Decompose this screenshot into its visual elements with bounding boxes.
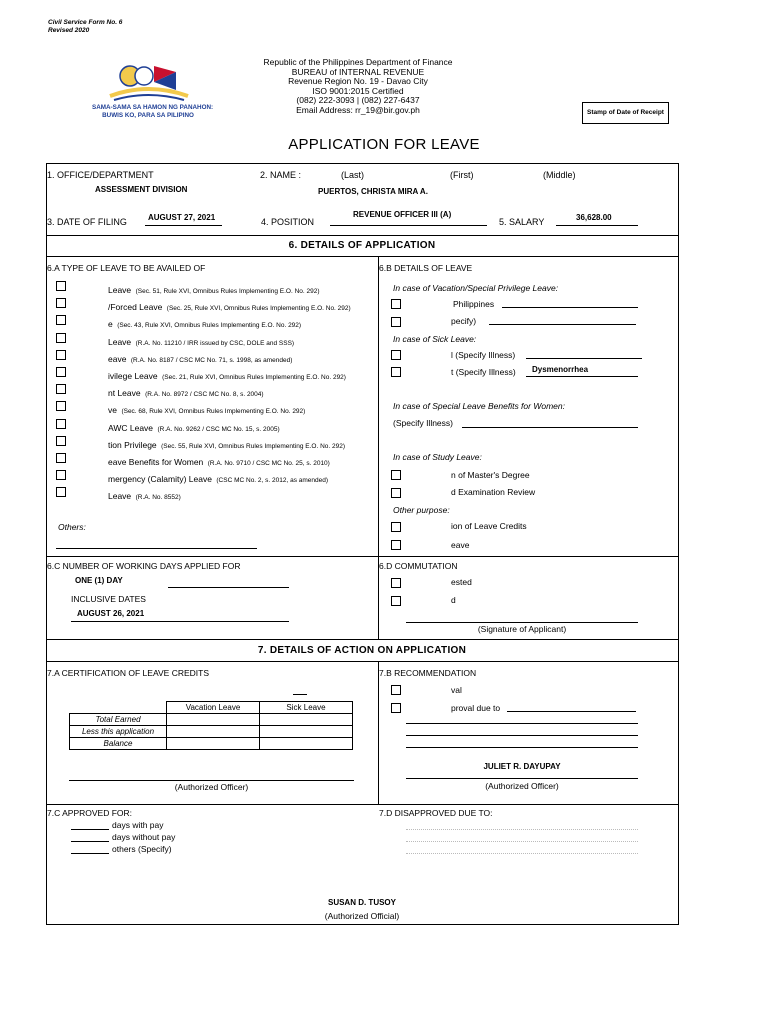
sick-leave-header: Sick Leave: [260, 702, 353, 714]
stamp-box: [582, 102, 669, 124]
within-philippines-label: Philippines: [453, 299, 495, 309]
leave-type-checkbox[interactable]: [56, 487, 66, 497]
others-label: Others:: [58, 522, 86, 532]
leave-type-reference: (CSC MC No. 2, s. 2012, as amended): [216, 477, 329, 484]
leave-type-name: eave Benefits for Women: [108, 457, 204, 467]
section6d-label: 6.D COMMUTATION: [379, 561, 458, 571]
leave-type-name: Leave: [108, 285, 132, 295]
section7a-label: 7.A CERTIFICATION OF LEAVE CREDITS: [47, 668, 210, 678]
leave-type-reference: (Sec. 51, Rule XVI, Omnibus Rules Implementing E.O. No. 292): [135, 288, 320, 295]
leave-type-name: nt Leave: [108, 388, 141, 398]
table-row: [70, 726, 353, 738]
abroad-label: pecify): [451, 316, 477, 326]
agency-line-6: Email Address: rr_19@bir.gov.ph: [296, 104, 420, 115]
table-row: [70, 714, 353, 726]
in-hospital-label: l (Specify Illness): [451, 350, 516, 360]
less-application-vacation[interactable]: [167, 726, 260, 738]
leave-type-reference: (Sec. 68, Rule XVI, Omnibus Rules Implementing E.O. No. 292): [121, 408, 306, 415]
agency-line-2: BUREAU of INTERNAL REVENUE: [291, 66, 425, 77]
bar-review-checkbox[interactable]: [391, 488, 401, 498]
leave-type-item: [108, 469, 328, 487]
leave-type-reference: (R.A. No. 11210 / IRR issued by CSC, DOLE and SSS): [135, 340, 295, 347]
agency-header: [250, 58, 466, 115]
section7b-label: 7.B RECOMMENDATION: [379, 668, 477, 678]
balance-vacation[interactable]: [167, 738, 260, 750]
name-last-caption: (Last): [341, 170, 365, 180]
certifying-officer-caption: (Authorized Officer): [174, 782, 249, 792]
days-with-pay-label: days with pay: [112, 820, 164, 830]
stamp-label: Stamp of Date of Receipt: [587, 109, 664, 116]
other-purpose-header: Other purpose:: [393, 505, 450, 515]
leave-type-checkbox[interactable]: [56, 281, 66, 291]
approver-name: SUSAN D. TUSOY: [327, 898, 396, 907]
within-philippines-checkbox[interactable]: [391, 299, 401, 309]
agency-line-3: Revenue Region No. 19 - Davao City: [288, 76, 428, 86]
leave-type-item: [108, 297, 351, 315]
leave-type-name: mergency (Calamity) Leave: [108, 474, 212, 484]
leave-type-checkbox[interactable]: [56, 298, 66, 308]
leave-type-checkbox[interactable]: [56, 384, 66, 394]
leave-type-reference: (R.A. No. 9262 / CSC MC No. 15, s. 2005): [157, 426, 280, 433]
bir-logo: [92, 60, 214, 122]
bar-review-label: d Examination Review: [451, 487, 536, 497]
balance-sick[interactable]: [260, 738, 353, 750]
name-value[interactable]: PUERTOS, CHRISTA MIRA A.: [318, 187, 428, 196]
requested-checkbox[interactable]: [391, 596, 401, 606]
for-disapproval-label: proval due to: [451, 703, 501, 713]
for-disapproval-checkbox[interactable]: [391, 703, 401, 713]
leave-type-item: [108, 349, 292, 367]
not-requested-label: ested: [451, 577, 472, 587]
masters-degree-checkbox[interactable]: [391, 470, 401, 480]
logo-slogan-1: SAMA-SAMA SA HAMON NG PANAHON:: [92, 104, 214, 111]
office-label: 1. OFFICE/DEPARTMENT: [47, 170, 154, 180]
out-patient-checkbox[interactable]: [391, 367, 401, 377]
requested-label: d: [451, 595, 456, 605]
leave-type-checkbox[interactable]: [56, 436, 66, 446]
balance-label: Balance: [70, 738, 167, 750]
leave-type-item: [108, 366, 346, 384]
filing-label: 3. DATE OF FILING: [47, 217, 127, 227]
days-without-pay-label: days without pay: [112, 832, 176, 842]
monetization-checkbox[interactable]: [391, 522, 401, 532]
terminal-leave-checkbox[interactable]: [391, 540, 401, 550]
table-row: [70, 702, 353, 714]
out-patient-label: t (Specify Illness): [451, 367, 516, 377]
others-specify-label: others (Specify): [112, 844, 172, 854]
women-header: In case of Special Leave Benefits for Women:: [393, 401, 565, 411]
leave-type-reference: (Sec. 55, Rule XVI, Omnibus Rules Implementing E.O. No. 292): [161, 443, 346, 450]
approving-official-caption: (Authorized Official): [324, 911, 400, 921]
leave-type-item: [108, 332, 294, 350]
leave-credits-table: [69, 701, 353, 750]
office-value[interactable]: ASSESSMENT DIVISION: [95, 185, 188, 194]
leave-type-reference: (R.A. No. 8187 / CSC MC No. 71, s. 1998, as amended): [130, 357, 293, 364]
name-middle-caption: (Middle): [543, 170, 576, 180]
leave-type-checkbox[interactable]: [56, 470, 66, 480]
agency-line-5: (082) 222-3093 | (082) 227-6437: [296, 95, 420, 105]
name-label: 2. NAME :: [260, 170, 302, 180]
applicant-signature-caption: (Signature of Applicant): [477, 624, 567, 634]
section6c-label: 6.C NUMBER OF WORKING DAYS APPLIED FOR: [47, 561, 241, 571]
section7c-label: 7.C APPROVED FOR:: [47, 808, 133, 818]
vacation-leave-header: Vacation Leave: [167, 702, 260, 714]
leave-type-name: AWC Leave: [108, 423, 154, 433]
leave-type-reference: (Sec. 25, Rule XVI, Omnibus Rules Implementing E.O. No. 292): [166, 305, 351, 312]
monetization-label: ion of Leave Credits: [451, 521, 527, 531]
form-number: Civil Service Form No. 6: [48, 19, 123, 26]
position-value[interactable]: REVENUE OFFICER III (A): [353, 210, 452, 219]
leave-type-item: [108, 435, 345, 453]
section6a-label: 6.A TYPE OF LEAVE TO BE AVAILED OF: [47, 263, 206, 273]
in-hospital-checkbox[interactable]: [391, 350, 401, 360]
name-first-caption: (First): [450, 170, 474, 180]
leave-type-checkbox[interactable]: [56, 333, 66, 343]
form-revision: Revised 2020: [48, 27, 90, 34]
vacation-header: In case of Vacation/Special Privilege Leave:: [393, 283, 559, 293]
leave-type-name: ve: [108, 405, 117, 415]
sick-header: In case of Sick Leave:: [393, 334, 477, 344]
sick-illness-value[interactable]: Dysmenorrhea: [532, 365, 589, 374]
leave-type-name: /Forced Leave: [108, 302, 163, 312]
leave-type-name: e: [108, 319, 113, 329]
working-days-value[interactable]: ONE (1) DAY: [75, 576, 123, 585]
agency-line-1: Republic of the Philippines Department of Finance: [263, 57, 453, 67]
leave-type-item: [108, 314, 301, 332]
abroad-checkbox[interactable]: [391, 317, 401, 327]
not-requested-checkbox[interactable]: [391, 578, 401, 588]
leave-type-reference: (Sec. 43, Rule XVI, Omnibus Rules Implementing E.O. No. 292): [117, 322, 302, 329]
leave-type-name: Leave: [108, 491, 132, 501]
total-earned-label: Total Earned: [70, 714, 167, 726]
section6b-label: 6.B DETAILS OF LEAVE: [379, 263, 473, 273]
leave-type-name: tion Privilege: [108, 440, 157, 450]
leave-type-name: Leave: [108, 337, 132, 347]
masters-degree-label: n of Master's Degree: [451, 470, 530, 480]
study-header: In case of Study Leave:: [393, 452, 482, 462]
leave-type-checkbox[interactable]: [56, 315, 66, 325]
inclusive-dates-value[interactable]: AUGUST 26, 2021: [77, 609, 145, 618]
recommending-officer-caption: (Authorized Officer): [485, 781, 559, 791]
leave-type-checkbox[interactable]: [56, 367, 66, 377]
total-earned-vacation[interactable]: [167, 714, 260, 726]
total-earned-sick[interactable]: [260, 714, 353, 726]
section7d-label: 7.D DISAPPROVED DUE TO:: [379, 808, 493, 818]
leave-type-reference: (R.A. No. 8552): [135, 494, 181, 501]
leave-type-checkbox[interactable]: [56, 401, 66, 411]
form-frame: [46, 163, 679, 925]
for-approval-label: val: [451, 685, 462, 695]
leave-type-item: [108, 418, 280, 436]
leave-type-reference: (R.A. No. 9710 / CSC MC No. 25, s. 2010): [207, 460, 330, 467]
for-approval-checkbox[interactable]: [391, 685, 401, 695]
leave-type-name: eave: [108, 354, 127, 364]
women-illness-label: (Specify Illness): [393, 418, 453, 428]
inclusive-dates-label: INCLUSIVE DATES: [71, 594, 146, 604]
leave-type-checkbox[interactable]: [56, 350, 66, 360]
leave-type-item: [108, 280, 320, 298]
salary-value[interactable]: 36,628.00: [576, 213, 612, 222]
less-application-label: Less this application: [70, 726, 167, 738]
logo-slogan-2: BUWIS KO, PARA SA PILIPINO: [102, 112, 194, 119]
table-row: [70, 738, 353, 750]
leave-type-item: [108, 486, 181, 504]
leave-type-name: ivilege Leave: [108, 371, 158, 381]
position-label: 4. POSITION: [261, 217, 315, 227]
section7-title: 7. DETAILS OF ACTION ON APPLICATION: [257, 645, 467, 656]
leave-type-item: [108, 452, 330, 470]
salary-label: 5. SALARY: [499, 217, 545, 227]
recommender-name: JULIET R. DAYUPAY: [483, 762, 561, 771]
form-title: APPLICATION FOR LEAVE: [288, 136, 480, 153]
leave-type-reference: (Sec. 21, Rule XVI, Omnibus Rules Implementing E.O. No. 292): [162, 374, 346, 381]
terminal-leave-label: eave: [451, 540, 470, 550]
less-application-sick[interactable]: [260, 726, 353, 738]
leave-type-item: [108, 383, 264, 401]
leave-type-checkbox[interactable]: [56, 453, 66, 463]
agency-line-4: ISO 9001:2015 Certified: [312, 85, 404, 96]
leave-type-item: [108, 400, 305, 418]
leave-type-checkbox[interactable]: [56, 419, 66, 429]
filing-value[interactable]: AUGUST 27, 2021: [148, 213, 216, 222]
section6-title: 6. DETAILS OF APPLICATION: [288, 240, 436, 251]
leave-type-reference: (R.A. No. 8972 / CSC MC No. 8, s. 2004): [145, 391, 264, 398]
